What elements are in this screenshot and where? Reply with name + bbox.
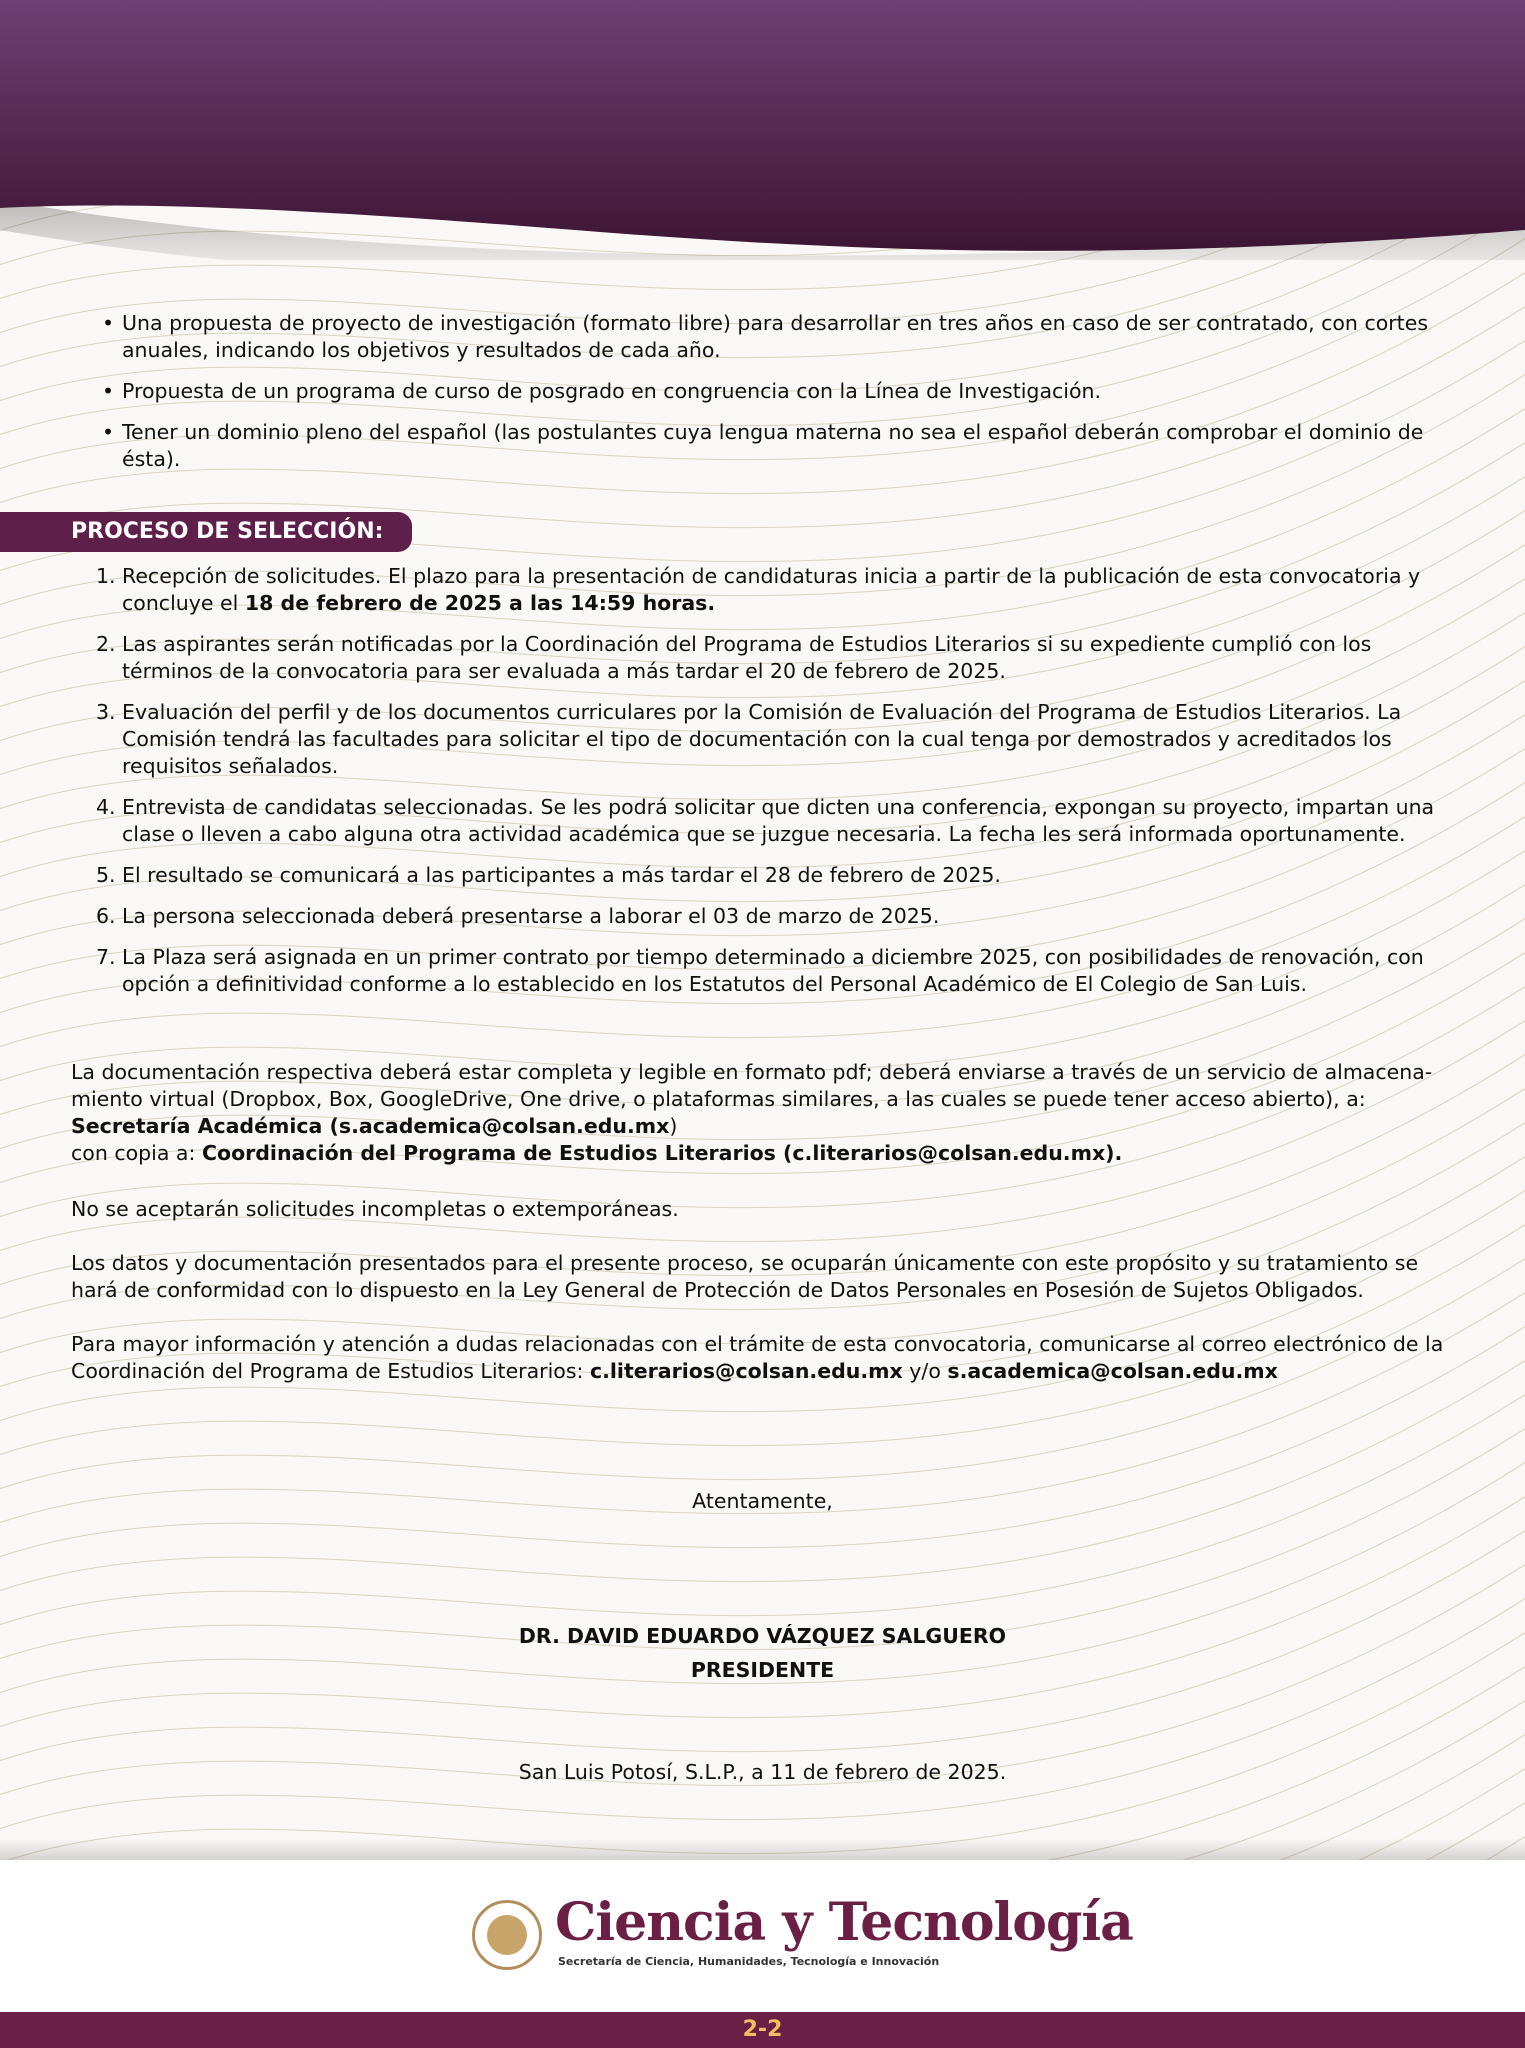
page-number: 2-2 [742,2017,783,2042]
step-deadline: 18 de febrero de 2025 a las 14:59 horas. [244,591,716,615]
signatory-title: PRESIDENTE [690,1658,835,1682]
mexico-seal-icon [472,1900,542,1970]
step-number: 3. [96,700,116,724]
requirement-item: • Una propuesta de proyecto de investigación (formato libre) para desarrollar en tres años en caso de ser contratado, con cortes anuales, indicando los objetivos y resultados de cada año. [100,310,1460,364]
place-and-date: San Luis Potosí, S.L.P., a 11 de febrero de 2025. [518,1760,1007,1784]
header-banner [0,0,1525,260]
selection-step [96,944,1460,998]
contact-email-academica: s.academica@colsan.edu.mx [947,1359,1278,1383]
step-text: Evaluación del perfil y de los documentos curriculares por la Comisión de Evaluación del Programa de Estudios Literarios. La Comisión tendrá las facultades para solicitar el tipo de documentación con la cual tenga por demostrados y acreditados los requisitos señalados. [122,700,1402,778]
page-number-bar [0,2012,1525,2048]
step-text: Recepción de solicitudes. El plazo para la presentación de candidaturas inicia a partir de la publicación de esta convocatoria y concluye el [122,564,1421,615]
selection-step [96,563,1460,617]
step-number: 6. [96,904,116,928]
step-number: 2. [96,632,116,656]
requirements-list [100,310,1460,487]
contact-paragraph [71,1331,1461,1385]
closing-salutation: Atentamente, [692,1489,833,1513]
requirement-item: • Tener un dominio pleno del español (las postulantes cuya lengua materna no sea el español deberán comprobar el dominio de ésta). [100,419,1460,473]
notice-paragraph: No se aceptarán solicitudes incompletas o extemporáneas. [71,1197,679,1221]
selection-step [96,862,1460,889]
copy-recipient-email: Coordinación del Programa de Estudios Literarios (c.literarios@colsan.edu.mx). [201,1141,1123,1165]
documentation-text: La documentación respectiva deberá estar completa y legible en formato pdf; deberá enviarse a través de un servicio de almacena-miento virtual (Dropbox, Box, GoogleDrive, One drive, o plataformas similares, a las cuales se puede tener acceso abierto), a: [71,1060,1433,1111]
signatory-name: DR. DAVID EDUARDO VÁZQUEZ SALGUERO [518,1624,1007,1648]
step-number: 1. [96,564,116,588]
step-text: La Plaza será asignada en un primer contrato por tiempo determinado a diciembre 2025, con posibilidades de renovación, con opción a definitividad conforme a lo establecido en los Estatutos del Personal Académico de El Colegio de San Luis. [122,945,1424,996]
step-number: 5. [96,863,116,887]
step-number: 7. [96,945,116,969]
step-number: 4. [96,795,116,819]
section-heading-seleccion: PROCESO DE SELECCIÓN: [0,512,412,552]
selection-step [96,699,1460,780]
step-text: El resultado se comunicará a las participantes a más tardar el 28 de febrero de 2025. [122,863,1001,887]
step-text: Las aspirantes serán notificadas por la Coordinación del Programa de Estudios Literarios si su expediente cumplió con los términos de la convocatoria para ser evaluada a más tardar el 20 de febrero de 2025. [122,632,1372,683]
requirement-item: • Propuesta de un programa de curso de posgrado en congruencia con la Línea de Investigación. [100,378,1460,405]
secihti-subtitle: Secretaría de Ciencia, Humanidades, Tecnología e Innovación [558,1955,940,1968]
selection-step [96,794,1460,848]
wave-line [0,1548,1525,1848]
selection-steps-list [96,563,1460,1012]
documentation-paragraph [71,1059,1461,1167]
privacy-paragraph: Los datos y documentación presentados para el presente proceso, se ocuparán únicamente con este propósito y su tratamiento se hará de conformidad con lo dispuesto en la Ley General de Protección de Datos Personales en Posesión de Sujetos Obligados. [71,1251,1419,1302]
contact-text: Para mayor información y atención a dudas relacionadas con el trámite de esta convocatoria, comunicarse al correo electrónico de la Coordinación del Programa de Estudios Literarios: [71,1332,1444,1383]
selection-step [96,903,1460,930]
recipient-email: Secretaría Académica (s.academica@colsan.edu.mx [71,1114,670,1138]
step-text: La persona seleccionada deberá presentarse a laborar el 03 de marzo de 2025. [122,904,940,928]
contact-email-literarios: c.literarios@colsan.edu.mx [589,1359,903,1383]
copy-prefix: con copia a: [71,1141,196,1165]
selection-step [96,631,1460,685]
recipient-close: ) [669,1114,678,1138]
ciencia-tecnologia-logo: Ciencia y Tecnología [555,1892,1133,1953]
wave-line [0,1276,1525,1576]
contact-connector: y/o [909,1359,941,1383]
step-text: Entrevista de candidatas seleccionadas. Se les podrá solicitar que dicten una conferencia, expongan su proyecto, impartan una clase o lleven a cabo alguna otra actividad académica que se juzgue necesaria. La fecha les será informada oportunamente. [122,795,1435,846]
